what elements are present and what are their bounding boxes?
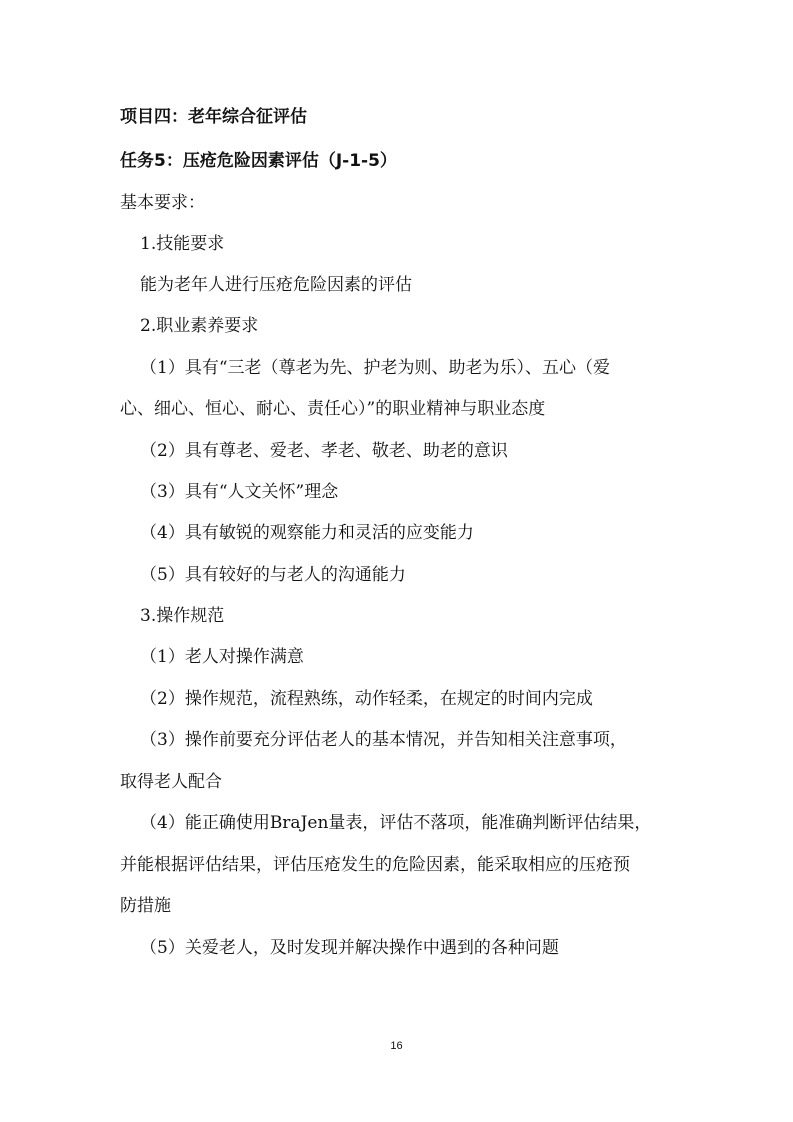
professional-item-3: （3）具有“人文关怀”理念 <box>140 482 339 502</box>
operation-item-3a: （3）操作前要充分评估老人的基本情况，并告知相关注意事项， <box>140 730 627 750</box>
operation-item-1: （1）老人对操作满意 <box>140 647 304 667</box>
professional-item-5: （5）具有较好的与老人的沟通能力 <box>140 565 406 585</box>
operation-item-3b: 取得老人配合 <box>120 772 222 792</box>
professional-item-1a: （1）具有“三老（尊老为先、护老为则、助老为乐）、五心（爱 <box>140 358 611 378</box>
basic-requirements-label: 基本要求： <box>120 193 205 213</box>
operation-item-5: （5）关爱老人，及时发现并解决操作中遇到的各种问题 <box>140 938 559 958</box>
operation-item-4c: 防措施 <box>120 896 171 916</box>
operation-item-2: （2）操作规范，流程熟练，动作轻柔，在规定的时间内完成 <box>140 689 593 709</box>
section-skill-title: 1.技能要求 <box>140 234 225 254</box>
professional-item-1b: 心、细心、恒心、耐心、责任心）”的职业精神与职业态度 <box>120 399 546 419</box>
professional-item-4: （4）具有敏锐的观察能力和灵活的应变能力 <box>140 523 474 543</box>
operation-item-4b: 并能根据评估结果，评估压疮发生的危险因素，能采取相应的压疮预 <box>120 855 630 875</box>
professional-item-2: （2）具有尊老、爱老、孝老、敬老、助老的意识 <box>140 441 508 461</box>
task-heading: 任务5：压疮危险因素评估（J-1-5） <box>120 151 397 171</box>
operation-item-4a: （4）能正确使用BraJen量表，评估不落项，能准确判断评估结果， <box>140 813 652 833</box>
section-professional-title: 2.职业素养要求 <box>140 316 259 336</box>
project-heading: 项目四：老年综合征评估 <box>120 107 307 127</box>
section-operation-title: 3.操作规范 <box>140 606 225 626</box>
page-number: 16 <box>390 1040 403 1052</box>
section-skill-body: 能为老年人进行压疮危险因素的评估 <box>140 275 412 295</box>
